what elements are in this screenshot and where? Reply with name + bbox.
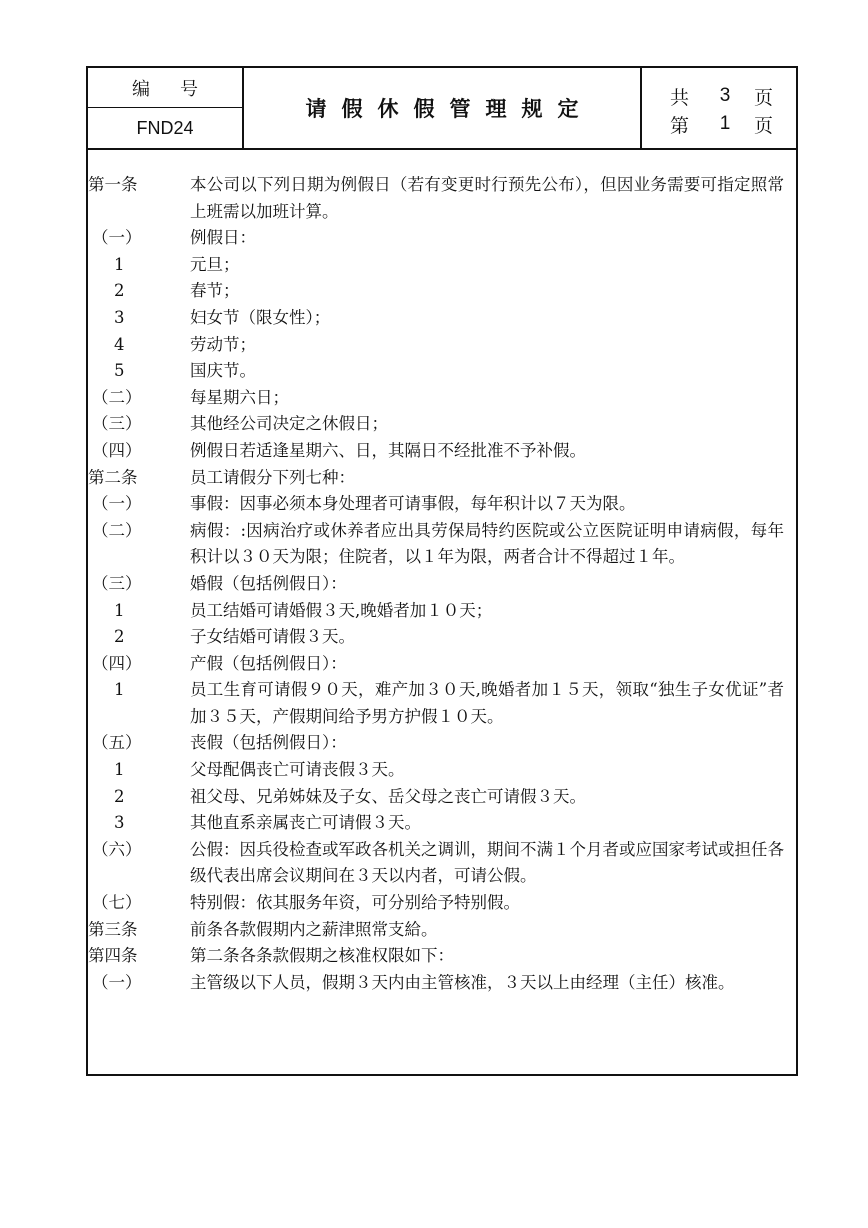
row-text: 事假：因事必须本身处理者可请事假，每年积计以７天为限。 bbox=[190, 494, 636, 514]
row-marker: 第一条 bbox=[88, 175, 138, 194]
item-row bbox=[88, 252, 796, 279]
row-marker: 2 bbox=[114, 281, 125, 301]
title-cell bbox=[244, 68, 642, 148]
row-marker: （一） bbox=[92, 972, 142, 992]
clause-row bbox=[88, 438, 796, 465]
row-marker: 第三条 bbox=[88, 919, 138, 939]
page-total-suffix: 页 bbox=[754, 86, 774, 109]
item-row bbox=[88, 677, 796, 730]
article-row bbox=[88, 172, 796, 225]
item-row bbox=[88, 332, 796, 359]
row-text: 元旦； bbox=[190, 254, 240, 274]
row-text: 第二条各条款假期之核准权限如下： bbox=[190, 946, 454, 966]
row-text: 员工请假分下列七种： bbox=[190, 467, 355, 487]
row-text: 国庆节。 bbox=[190, 361, 256, 381]
row-text: 其他直系亲属丧亡可请假３天。 bbox=[190, 813, 421, 833]
clause-row bbox=[88, 730, 796, 757]
row-text: 春节； bbox=[190, 281, 240, 301]
page-total: 3 bbox=[719, 85, 731, 106]
row-text: 产假（包括例假日）： bbox=[190, 653, 347, 673]
row-text: 特别假：依其服务年资，可分别给予特别假。 bbox=[190, 893, 520, 913]
row-marker: （六） bbox=[92, 839, 142, 859]
item-row bbox=[88, 305, 796, 332]
clause-row bbox=[88, 571, 796, 598]
row-text: 其他经公司决定之休假日； bbox=[190, 414, 388, 434]
item-row bbox=[88, 624, 796, 651]
clause-row bbox=[88, 385, 796, 412]
clause-row bbox=[88, 970, 796, 997]
row-marker: （二） bbox=[92, 387, 142, 407]
document-header bbox=[88, 68, 796, 150]
item-row bbox=[88, 598, 796, 625]
row-text: 婚假（包括例假日）： bbox=[190, 573, 347, 593]
row-marker: 2 bbox=[114, 786, 125, 806]
page-current: 1 bbox=[719, 113, 731, 134]
row-text: 病假：:因病治疗或休养者应出具劳保局特约医院或公立医院证明申请病假，每年积计以３０天为限；住院者，以１年为限，两者合计不得超过１年。 bbox=[190, 520, 784, 567]
item-row bbox=[88, 757, 796, 784]
row-text: 员工结婚可请婚假３天,晚婚者加１０天； bbox=[190, 600, 493, 620]
row-marker: （三） bbox=[92, 414, 142, 434]
row-marker: 3 bbox=[114, 813, 125, 833]
row-marker: 2 bbox=[114, 627, 125, 647]
clause-row bbox=[88, 491, 796, 518]
row-text: 父母配偶丧亡可请丧假３天。 bbox=[190, 760, 405, 780]
page-info-cell bbox=[642, 68, 796, 148]
page-current-prefix: 第 bbox=[670, 114, 690, 137]
row-marker: （四） bbox=[92, 440, 142, 460]
clause-row bbox=[88, 890, 796, 917]
row-marker: 1 bbox=[114, 760, 125, 780]
row-marker: （二） bbox=[92, 520, 142, 540]
row-marker: （四） bbox=[92, 653, 142, 673]
row-marker: 3 bbox=[114, 307, 125, 327]
row-marker: 1 bbox=[114, 254, 125, 274]
clause-row bbox=[88, 518, 796, 571]
number-label: 编号 bbox=[88, 68, 242, 108]
clause-row bbox=[88, 225, 796, 252]
row-text: 例假日若适逢星期六、日，其隔日不经批准不予补假。 bbox=[190, 440, 586, 460]
row-text: 每星期六日； bbox=[190, 387, 289, 407]
clause-row bbox=[88, 837, 796, 890]
row-text: 员工生育可请假９０天，难产加３０天,晚婚者加１５天，领取“独生子女优证”者加３５天，产假期间给予男方护假１０天。 bbox=[190, 680, 784, 726]
clause-row bbox=[88, 651, 796, 678]
number-cell bbox=[88, 68, 244, 148]
number-value: FND24 bbox=[136, 117, 194, 138]
row-text: 丧假（包括例假日）： bbox=[190, 733, 347, 753]
row-marker: 5 bbox=[114, 361, 125, 381]
row-marker: 4 bbox=[114, 334, 125, 354]
document-frame bbox=[86, 66, 798, 1076]
row-marker: 1 bbox=[114, 680, 125, 700]
row-text: 妇女节（限女性）； bbox=[190, 307, 331, 327]
article-row bbox=[88, 943, 796, 970]
document-body bbox=[88, 172, 796, 996]
clause-row bbox=[88, 411, 796, 438]
article-row bbox=[88, 465, 796, 492]
document-title: 请假休假管理规定 bbox=[305, 97, 594, 121]
row-marker: 1 bbox=[114, 600, 125, 620]
page-current-suffix: 页 bbox=[754, 114, 774, 137]
page-total-prefix: 共 bbox=[670, 86, 690, 109]
row-marker: 第四条 bbox=[88, 946, 138, 966]
row-marker: 第二条 bbox=[88, 467, 138, 487]
item-row bbox=[88, 358, 796, 385]
page-total-line bbox=[642, 82, 796, 110]
row-marker: （三） bbox=[92, 573, 142, 593]
item-row bbox=[88, 810, 796, 837]
row-text: 本公司以下列日期为例假日（若有变更时行预先公布），但因业务需要可指定照常上班需以加班计算。 bbox=[190, 175, 784, 221]
page-current-line bbox=[642, 110, 796, 138]
article-row bbox=[88, 917, 796, 944]
row-marker: （一） bbox=[92, 494, 142, 514]
row-marker: （七） bbox=[92, 893, 142, 913]
row-text: 祖父母、兄弟姊妹及子女、岳父母之丧亡可请假３天。 bbox=[190, 786, 586, 806]
row-marker: （五） bbox=[92, 733, 142, 753]
row-text: 主管级以下人员，假期３天内由主管核准，３天以上由经理（主任）核准。 bbox=[190, 972, 735, 992]
item-row bbox=[88, 784, 796, 811]
row-text: 公假：因兵役检查或军政各机关之调训，期间不满１个月者或应国家考试或担任各级代表出席会议期间在３天以内者，可请公假。 bbox=[190, 839, 784, 886]
row-text: 劳动节； bbox=[190, 334, 256, 354]
row-marker: （一） bbox=[92, 228, 142, 248]
row-text: 子女结婚可请假３天。 bbox=[190, 627, 355, 647]
row-text: 例假日： bbox=[190, 228, 256, 248]
row-text: 前条各款假期内之薪津照常支給。 bbox=[190, 919, 438, 939]
item-row bbox=[88, 278, 796, 305]
